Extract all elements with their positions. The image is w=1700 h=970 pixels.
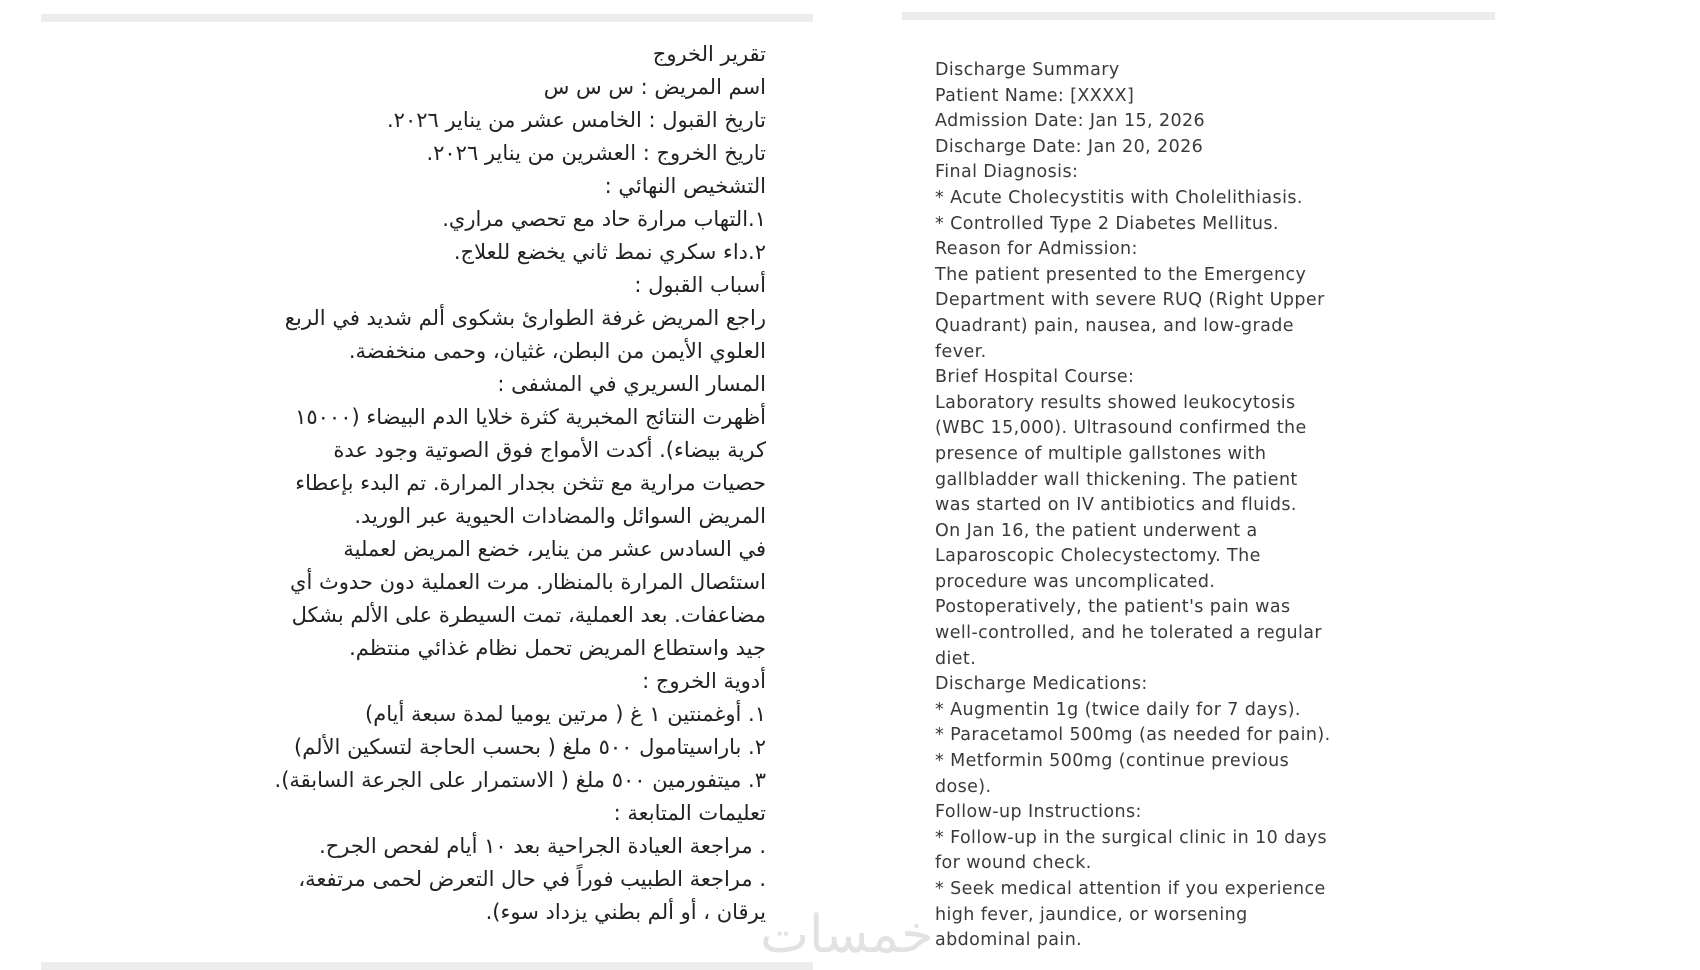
text-line: well-controlled, and he tolerated a regular — [935, 623, 1323, 644]
text-line: Discharge Date: Jan 20, 2026 — [935, 136, 1204, 157]
text-line: تاريخ الخروج : العشرين من يناير ٢٠٢٦. — [426, 141, 766, 165]
text-line: The patient presented to the Emergency — [935, 264, 1307, 285]
text-line: المريض السوائل والمضادات الحيوية عبر الوريد. — [354, 504, 766, 528]
arabic-discharge-report — [46, 38, 766, 929]
text-line: اسم المريض : س س س — [543, 75, 766, 99]
text-line: Reason for Admission: — [935, 239, 1138, 260]
text-line: high fever, jaundice, or worsening — [935, 904, 1248, 925]
text-line: العلوي الأيمن من البطن، غثيان، وحمى منخفضة. — [348, 339, 766, 363]
text-line: * Controlled Type 2 Diabetes Mellitus. — [935, 213, 1279, 234]
text-line: Department with severe RUQ (Right Upper — [935, 290, 1325, 311]
text-line: ٢. باراسيتامول ٥٠٠ ملغ ( بحسب الحاجة لتسكين الألم) — [294, 735, 766, 759]
text-line: diet. — [935, 648, 977, 669]
text-line: . مراجعة الطبيب فوراً في حال التعرض لحمى مرتفعة، — [298, 867, 766, 891]
text-line: * Follow-up in the surgical clinic in 10 days — [935, 827, 1328, 848]
text-line: راجع المريض غرفة الطوارئ بشكوى ألم شديد في الربع — [284, 306, 766, 330]
text-line: Brief Hospital Course: — [935, 367, 1135, 388]
text-line: ٢.داء سكري نمط ثاني يخضع للعلاج. — [453, 240, 766, 264]
text-line: for wound check. — [935, 853, 1092, 874]
text-line: Laparoscopic Cholecystectomy. The — [935, 546, 1261, 567]
text-line: ٣. ميتفورمين ٥٠٠ ملغ ( الاستمرار على الجرعة السابقة). — [274, 768, 766, 792]
text-line: ١. أوغمنتين ١ غ ( مرتين يوميا لمدة سبعة أيام) — [365, 702, 766, 726]
text-line: مضاعفات. بعد العملية، تمت السيطرة على الألم بشكل — [291, 603, 766, 627]
text-line: ١.التهاب مرارة حاد مع تحصي مراري. — [442, 207, 766, 231]
text-line: تعليمات المتابعة : — [613, 801, 766, 825]
text-line: * Seek medical attention if you experience — [935, 879, 1326, 899]
text-line: Discharge Summary — [935, 60, 1120, 80]
english-discharge-summary — [935, 58, 1495, 954]
text-line: dose). — [935, 776, 992, 797]
text-line: Quadrant) pain, nausea, and low-grade — [935, 315, 1294, 336]
text-line: جيد واستطاع المريض تحمل نظام غذائي منتظم. — [349, 636, 766, 660]
text-line: procedure was uncomplicated. — [935, 571, 1216, 592]
text-line: (WBC 15,000). Ultrasound confirmed the — [935, 418, 1307, 439]
text-line: تقرير الخروج — [652, 42, 766, 66]
text-line: المسار السريري في المشفى : — [497, 372, 766, 396]
text-line: * Paracetamol 500mg (as needed for pain). — [935, 725, 1331, 746]
text-line: Follow-up Instructions: — [935, 802, 1142, 823]
text-line: أسباب القبول : — [634, 273, 766, 297]
text-line: fever. — [935, 341, 987, 362]
text-line: presence of multiple gallstones with — [935, 443, 1267, 464]
text-line: * Metformin 500mg (continue previous — [935, 751, 1290, 772]
text-line: abdominal pain. — [935, 930, 1083, 951]
text-line: يرقان ، أو ألم بطني يزداد سوء). — [485, 900, 766, 924]
text-line: استئصال المرارة بالمنظار. مرت العملية دون حدوث أي — [290, 570, 766, 594]
text-line: حصيات مرارية مع تثخن بجدار المرارة. تم البدء بإعطاء — [295, 471, 766, 495]
text-line: Patient Name: [XXXX] — [935, 85, 1135, 106]
text-line: * Augmentin 1g (twice daily for 7 days). — [935, 699, 1301, 720]
top-divider-left — [41, 14, 813, 22]
text-line: Laboratory results showed leukocytosis — [935, 392, 1296, 413]
text-line: Discharge Medications: — [935, 674, 1148, 695]
text-line: * Acute Cholecystitis with Cholelithiasis. — [935, 187, 1303, 208]
text-line: أدوية الخروج : — [642, 669, 766, 693]
text-line: gallbladder wall thickening. The patient — [935, 469, 1298, 490]
top-divider-right — [902, 12, 1495, 20]
text-line: was started on IV antibiotics and fluids. — [935, 495, 1297, 516]
text-line: التشخيص النهائي : — [604, 174, 766, 198]
watermark-logo: خمسات — [760, 905, 934, 965]
text-line: On Jan 16, the patient underwent a — [935, 520, 1258, 541]
text-line: في السادس عشر من يناير، خضع المريض لعملية — [343, 537, 766, 561]
text-line: أظهرت النتائج المخبرية كثرة خلايا الدم البيضاء (١٥٠٠٠ — [295, 405, 766, 429]
text-line: Postoperatively, the patient's pain was — [935, 597, 1291, 618]
bottom-divider-left — [41, 962, 813, 970]
text-line: تاريخ القبول : الخامس عشر من يناير ٢٠٢٦. — [386, 108, 766, 132]
text-line: Admission Date: Jan 15, 2026 — [935, 111, 1206, 132]
text-line: Final Diagnosis: — [935, 162, 1079, 183]
text-line: . مراجعة العيادة الجراحية بعد ١٠ أيام لفحص الجرح. — [319, 834, 766, 858]
text-line: كرية بيضاء). أكدت الأمواج فوق الصوتية وجود عدة — [333, 438, 766, 462]
